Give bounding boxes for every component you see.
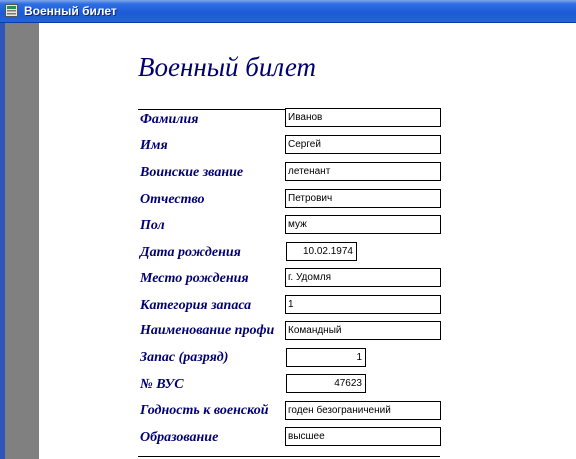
label-zapas-razryad: Запас (разряд) <box>140 350 229 365</box>
label-zvanie: Воинские звание <box>140 165 244 180</box>
field-data-rozhdeniya: 10.02.1974 <box>286 242 357 261</box>
label-vus: № ВУС <box>140 377 184 392</box>
field-naimenovanie-profi: Командный <box>285 321 441 340</box>
label-kategoriya-zapasa: Категория запаса <box>140 298 252 313</box>
window-title: Военный билет <box>24 4 117 18</box>
field-vus: 47623 <box>286 374 366 393</box>
field-otchestvo: Петрович <box>285 189 441 208</box>
window-titlebar[interactable] <box>0 0 576 23</box>
field-imya: Сергей <box>285 135 441 154</box>
label-data-rozhdeniya: Дата рождения <box>140 245 241 260</box>
label-otchestvo: Отчество <box>140 192 205 207</box>
field-zapas-razryad: 1 <box>286 348 366 367</box>
field-pol: муж <box>285 215 441 234</box>
label-naimenovanie-profi: Наименование профи <box>140 323 275 338</box>
label-obrazovanie: Образование <box>140 430 219 445</box>
label-godnost: Годность к военской <box>140 403 269 418</box>
access-report-icon <box>5 4 18 17</box>
field-zvanie: летенант <box>285 162 441 181</box>
field-familiya: Иванов <box>285 108 441 127</box>
field-obrazovanie: высшее <box>285 427 441 446</box>
label-imya: Имя <box>140 138 168 153</box>
label-pol: Пол <box>140 218 165 233</box>
report-page <box>39 23 576 459</box>
label-familiya: Фамилия <box>140 112 199 127</box>
label-mesto-rozhdeniya: Место рождения <box>140 271 249 286</box>
field-godnost: годен безограничений <box>285 401 441 420</box>
field-kategoriya-zapasa: 1 <box>285 295 441 314</box>
report-title: Военный билет <box>138 52 316 82</box>
footer-rule <box>138 456 440 457</box>
report-margin <box>5 23 40 459</box>
field-mesto-rozhdeniya: г. Удомля <box>285 268 441 287</box>
